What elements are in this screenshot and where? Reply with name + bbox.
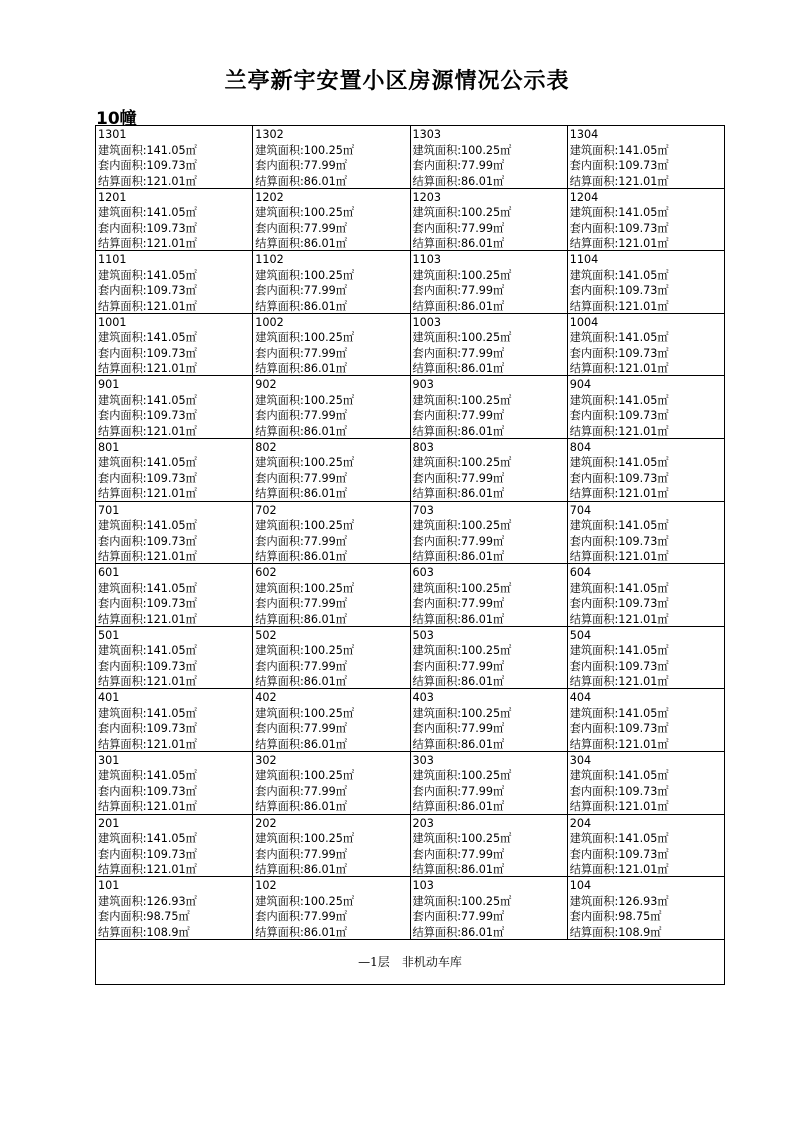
unit-number: 1203 bbox=[412, 190, 441, 204]
inner-area: 套内面积:77.99㎡ bbox=[412, 597, 505, 611]
building-area: 建筑面积:141.05㎡ bbox=[98, 143, 197, 157]
building-area: 建筑面积:100.25㎡ bbox=[255, 644, 355, 658]
inner-area: 套内面积:109.73㎡ bbox=[98, 284, 197, 298]
building-area: 建筑面积:100.25㎡ bbox=[255, 331, 355, 345]
unit-table bbox=[95, 125, 725, 985]
inner-area: 套内面积:77.99㎡ bbox=[412, 471, 505, 485]
inner-area: 套内面积:109.73㎡ bbox=[98, 346, 197, 360]
floor-row bbox=[96, 627, 724, 690]
unit-number: 1301 bbox=[98, 128, 127, 141]
unit-number: 802 bbox=[255, 440, 277, 454]
settlement-area: 结算面积:86.01㎡ bbox=[412, 612, 505, 626]
settlement-area: 结算面积:121.01㎡ bbox=[569, 174, 669, 188]
unit-cell bbox=[96, 502, 253, 564]
building-area: 建筑面积:126.93㎡ bbox=[98, 894, 197, 908]
unit-number: 1204 bbox=[569, 190, 599, 204]
settlement-area: 结算面积:108.9㎡ bbox=[98, 925, 190, 939]
building-area: 建筑面积:100.25㎡ bbox=[255, 769, 355, 783]
settlement-area: 结算面积:121.01㎡ bbox=[98, 612, 197, 626]
settlement-area: 结算面积:121.01㎡ bbox=[569, 424, 669, 438]
basement-row bbox=[96, 940, 724, 984]
unit-cell bbox=[253, 502, 410, 564]
inner-area: 套内面积:77.99㎡ bbox=[255, 346, 347, 360]
unit-cell bbox=[411, 627, 568, 689]
inner-area: 套内面积:109.73㎡ bbox=[569, 722, 669, 736]
inner-area: 套内面积:77.99㎡ bbox=[412, 722, 505, 736]
settlement-area: 结算面积:86.01㎡ bbox=[412, 737, 505, 751]
unit-number: 901 bbox=[98, 378, 120, 392]
building-area: 建筑面积:100.25㎡ bbox=[412, 644, 512, 658]
unit-number: 1303 bbox=[412, 128, 441, 141]
unit-cell bbox=[96, 439, 253, 501]
inner-area: 套内面积:77.99㎡ bbox=[255, 659, 347, 673]
unit-number: 302 bbox=[255, 753, 277, 767]
building-area: 建筑面积:141.05㎡ bbox=[98, 456, 197, 470]
unit-number: 603 bbox=[412, 566, 434, 580]
building-area: 建筑面积:100.25㎡ bbox=[255, 581, 355, 595]
inner-area: 套内面积:109.73㎡ bbox=[569, 784, 669, 798]
unit-cell bbox=[568, 189, 724, 251]
settlement-area: 结算面积:121.01㎡ bbox=[569, 487, 669, 501]
unit-number: 502 bbox=[255, 628, 277, 642]
unit-cell bbox=[96, 689, 253, 751]
settlement-area: 结算面积:121.01㎡ bbox=[569, 737, 669, 751]
unit-cell bbox=[96, 815, 253, 877]
unit-number: 1004 bbox=[569, 315, 599, 329]
settlement-area: 结算面积:86.01㎡ bbox=[255, 737, 347, 751]
unit-number: 301 bbox=[98, 753, 120, 767]
floor-row bbox=[96, 314, 724, 377]
inner-area: 套内面积:77.99㎡ bbox=[412, 346, 505, 360]
building-area: 建筑面积:100.25㎡ bbox=[412, 456, 512, 470]
settlement-area: 结算面积:86.01㎡ bbox=[255, 237, 347, 251]
inner-area: 套内面积:109.73㎡ bbox=[569, 597, 669, 611]
unit-cell bbox=[253, 251, 410, 313]
unit-cell bbox=[411, 251, 568, 313]
floor-row bbox=[96, 189, 724, 252]
inner-area: 套内面积:77.99㎡ bbox=[255, 847, 347, 861]
inner-area: 套内面积:77.99㎡ bbox=[412, 159, 505, 172]
unit-cell bbox=[411, 877, 568, 939]
unit-cell bbox=[568, 689, 724, 751]
inner-area: 套内面积:77.99㎡ bbox=[255, 597, 347, 611]
unit-number: 703 bbox=[412, 503, 434, 517]
unit-number: 904 bbox=[569, 378, 592, 392]
inner-area: 套内面积:109.73㎡ bbox=[98, 221, 197, 235]
unit-cell bbox=[568, 627, 724, 689]
unit-cell bbox=[411, 752, 568, 814]
settlement-area: 结算面积:86.01㎡ bbox=[412, 424, 505, 438]
unit-number: 403 bbox=[412, 691, 434, 705]
unit-cell bbox=[568, 251, 724, 313]
settlement-area: 结算面积:108.9㎡ bbox=[569, 925, 662, 939]
inner-area: 套内面积:109.73㎡ bbox=[569, 471, 669, 485]
inner-area: 套内面积:109.73㎡ bbox=[98, 597, 197, 611]
inner-area: 套内面积:109.73㎡ bbox=[569, 409, 669, 423]
settlement-area: 结算面积:86.01㎡ bbox=[255, 424, 347, 438]
unit-number: 504 bbox=[569, 628, 592, 642]
floor-row bbox=[96, 126, 724, 189]
inner-area: 套内面积:77.99㎡ bbox=[412, 910, 505, 924]
inner-area: 套内面积:109.73㎡ bbox=[98, 784, 197, 798]
building-area: 建筑面积:141.05㎡ bbox=[569, 331, 669, 345]
unit-number: 602 bbox=[255, 566, 277, 580]
unit-number: 701 bbox=[98, 503, 120, 517]
inner-area: 套内面积:77.99㎡ bbox=[412, 784, 505, 798]
building-area: 建筑面积:141.05㎡ bbox=[569, 143, 669, 157]
settlement-area: 结算面积:121.01㎡ bbox=[569, 612, 669, 626]
unit-number: 1103 bbox=[412, 253, 441, 267]
building-area: 建筑面积:100.25㎡ bbox=[412, 143, 512, 157]
unit-number: 203 bbox=[412, 816, 434, 830]
unit-cell bbox=[411, 189, 568, 251]
unit-cell bbox=[568, 502, 724, 564]
inner-area: 套内面积:109.73㎡ bbox=[98, 409, 197, 423]
building-area: 建筑面积:141.05㎡ bbox=[569, 206, 669, 220]
building-label: 10幢 bbox=[96, 109, 137, 129]
settlement-area: 结算面积:86.01㎡ bbox=[412, 925, 505, 939]
settlement-area: 结算面积:121.01㎡ bbox=[98, 424, 197, 438]
settlement-area: 结算面积:121.01㎡ bbox=[569, 550, 669, 564]
unit-cell bbox=[411, 815, 568, 877]
unit-number: 1304 bbox=[569, 128, 599, 141]
building-area: 建筑面积:141.05㎡ bbox=[98, 832, 197, 846]
unit-cell bbox=[253, 815, 410, 877]
building-area: 建筑面积:141.05㎡ bbox=[569, 456, 669, 470]
unit-cell bbox=[253, 439, 410, 501]
unit-cell bbox=[568, 752, 724, 814]
unit-number: 204 bbox=[569, 816, 592, 830]
floor-row bbox=[96, 502, 724, 565]
unit-number: 903 bbox=[412, 378, 434, 392]
settlement-area: 结算面积:86.01㎡ bbox=[255, 362, 347, 376]
unit-cell bbox=[568, 564, 724, 626]
page-title: 兰亭新宇安置小区房源情况公示表 bbox=[224, 68, 570, 94]
unit-number: 1201 bbox=[98, 190, 127, 204]
building-area: 建筑面积:141.05㎡ bbox=[98, 331, 197, 345]
floor-row bbox=[96, 689, 724, 752]
building-area: 建筑面积:141.05㎡ bbox=[98, 393, 197, 407]
building-area: 建筑面积:100.25㎡ bbox=[412, 393, 512, 407]
inner-area: 套内面积:109.73㎡ bbox=[569, 159, 669, 172]
settlement-area: 结算面积:121.01㎡ bbox=[569, 299, 669, 313]
unit-cell bbox=[568, 314, 724, 376]
unit-number: 1003 bbox=[412, 315, 441, 329]
unit-cell bbox=[411, 564, 568, 626]
floor-row bbox=[96, 439, 724, 502]
inner-area: 套内面积:77.99㎡ bbox=[255, 284, 347, 298]
settlement-area: 结算面积:121.01㎡ bbox=[98, 863, 197, 877]
unit-number: 1104 bbox=[569, 253, 599, 267]
inner-area: 套内面积:77.99㎡ bbox=[255, 159, 347, 172]
unit-number: 303 bbox=[412, 753, 434, 767]
settlement-area: 结算面积:86.01㎡ bbox=[255, 174, 347, 188]
inner-area: 套内面积:109.73㎡ bbox=[569, 346, 669, 360]
settlement-area: 结算面积:121.01㎡ bbox=[569, 362, 669, 376]
building-area: 建筑面积:141.05㎡ bbox=[98, 581, 197, 595]
building-area: 建筑面积:100.25㎡ bbox=[255, 206, 355, 220]
settlement-area: 结算面积:86.01㎡ bbox=[412, 863, 505, 877]
unit-cell bbox=[96, 627, 253, 689]
settlement-area: 结算面积:121.01㎡ bbox=[98, 362, 197, 376]
building-area: 建筑面积:100.25㎡ bbox=[412, 331, 512, 345]
unit-cell bbox=[253, 752, 410, 814]
unit-number: 404 bbox=[569, 691, 592, 705]
floor-row bbox=[96, 752, 724, 815]
unit-number: 401 bbox=[98, 691, 120, 705]
unit-number: 1001 bbox=[98, 315, 127, 329]
building-area: 建筑面积:100.25㎡ bbox=[412, 206, 512, 220]
building-area: 建筑面积:141.05㎡ bbox=[569, 393, 669, 407]
unit-cell bbox=[253, 126, 410, 188]
inner-area: 套内面积:77.99㎡ bbox=[412, 409, 505, 423]
unit-number: 102 bbox=[255, 879, 277, 893]
building-area: 建筑面积:141.05㎡ bbox=[569, 769, 669, 783]
building-area: 建筑面积:141.05㎡ bbox=[98, 706, 197, 720]
inner-area: 套内面积:77.99㎡ bbox=[255, 534, 347, 548]
settlement-area: 结算面积:86.01㎡ bbox=[412, 675, 505, 689]
unit-number: 902 bbox=[255, 378, 277, 392]
inner-area: 套内面积:77.99㎡ bbox=[255, 784, 347, 798]
floor-row bbox=[96, 564, 724, 627]
unit-number: 803 bbox=[412, 440, 434, 454]
unit-cell bbox=[568, 439, 724, 501]
unit-number: 501 bbox=[98, 628, 120, 642]
inner-area: 套内面积:109.73㎡ bbox=[569, 847, 669, 861]
unit-cell bbox=[96, 564, 253, 626]
unit-cell bbox=[96, 126, 253, 188]
unit-cell bbox=[96, 376, 253, 438]
unit-number: 1101 bbox=[98, 253, 127, 267]
unit-number: 402 bbox=[255, 691, 277, 705]
unit-cell bbox=[253, 877, 410, 939]
unit-cell bbox=[568, 877, 724, 939]
inner-area: 套内面积:77.99㎡ bbox=[255, 221, 347, 235]
unit-cell bbox=[253, 689, 410, 751]
inner-area: 套内面积:77.99㎡ bbox=[255, 471, 347, 485]
settlement-area: 结算面积:86.01㎡ bbox=[255, 299, 347, 313]
inner-area: 套内面积:109.73㎡ bbox=[569, 534, 669, 548]
inner-area: 套内面积:109.73㎡ bbox=[569, 659, 669, 673]
unit-number: 801 bbox=[98, 440, 120, 454]
unit-cell bbox=[253, 189, 410, 251]
unit-cell bbox=[253, 564, 410, 626]
inner-area: 套内面积:109.73㎡ bbox=[98, 722, 197, 736]
building-area: 建筑面积:141.05㎡ bbox=[569, 519, 669, 533]
building-area: 建筑面积:141.05㎡ bbox=[569, 706, 669, 720]
settlement-area: 结算面积:86.01㎡ bbox=[255, 487, 347, 501]
building-area: 建筑面积:141.05㎡ bbox=[98, 644, 197, 658]
settlement-area: 结算面积:121.01㎡ bbox=[569, 863, 669, 877]
unit-number: 1202 bbox=[255, 190, 284, 204]
unit-cell bbox=[411, 689, 568, 751]
settlement-area: 结算面积:121.01㎡ bbox=[98, 237, 197, 251]
building-area: 建筑面积:100.25㎡ bbox=[255, 393, 355, 407]
basement-floor: —1层 bbox=[358, 955, 390, 970]
unit-cell bbox=[568, 376, 724, 438]
unit-number: 304 bbox=[569, 753, 592, 767]
inner-area: 套内面积:109.73㎡ bbox=[98, 534, 197, 548]
inner-area: 套内面积:98.75㎡ bbox=[569, 910, 662, 924]
settlement-area: 结算面积:121.01㎡ bbox=[98, 800, 197, 814]
unit-number: 704 bbox=[569, 503, 592, 517]
settlement-area: 结算面积:86.01㎡ bbox=[412, 800, 505, 814]
unit-cell bbox=[96, 314, 253, 376]
building-area: 建筑面积:141.05㎡ bbox=[98, 206, 197, 220]
inner-area: 套内面积:109.73㎡ bbox=[569, 284, 669, 298]
settlement-area: 结算面积:121.01㎡ bbox=[98, 737, 197, 751]
building-area: 建筑面积:100.25㎡ bbox=[255, 832, 355, 846]
unit-cell bbox=[96, 251, 253, 313]
settlement-area: 结算面积:86.01㎡ bbox=[412, 237, 505, 251]
settlement-area: 结算面积:86.01㎡ bbox=[412, 299, 505, 313]
unit-number: 702 bbox=[255, 503, 277, 517]
building-area: 建筑面积:100.25㎡ bbox=[412, 268, 512, 282]
building-area: 建筑面积:141.05㎡ bbox=[569, 268, 669, 282]
inner-area: 套内面积:77.99㎡ bbox=[255, 910, 347, 924]
building-area: 建筑面积:141.05㎡ bbox=[98, 769, 197, 783]
unit-number: 804 bbox=[569, 440, 592, 454]
unit-number: 601 bbox=[98, 566, 120, 580]
building-area: 建筑面积:100.25㎡ bbox=[255, 456, 355, 470]
unit-number: 202 bbox=[255, 816, 277, 830]
building-area: 建筑面积:141.05㎡ bbox=[569, 581, 669, 595]
settlement-area: 结算面积:86.01㎡ bbox=[255, 675, 347, 689]
unit-cell bbox=[253, 627, 410, 689]
building-area: 建筑面积:100.25㎡ bbox=[412, 769, 512, 783]
unit-number: 104 bbox=[569, 879, 592, 893]
inner-area: 套内面积:77.99㎡ bbox=[412, 659, 505, 673]
settlement-area: 结算面积:121.01㎡ bbox=[569, 800, 669, 814]
unit-number: 503 bbox=[412, 628, 434, 642]
unit-cell bbox=[568, 815, 724, 877]
unit-cell bbox=[411, 439, 568, 501]
unit-number: 103 bbox=[412, 879, 434, 893]
building-area: 建筑面积:100.25㎡ bbox=[255, 268, 355, 282]
floor-row bbox=[96, 815, 724, 878]
unit-cell bbox=[411, 376, 568, 438]
inner-area: 套内面积:77.99㎡ bbox=[412, 847, 505, 861]
settlement-area: 结算面积:86.01㎡ bbox=[255, 550, 347, 564]
settlement-area: 结算面积:121.01㎡ bbox=[98, 550, 197, 564]
building-area: 建筑面积:100.25㎡ bbox=[412, 706, 512, 720]
settlement-area: 结算面积:86.01㎡ bbox=[255, 863, 347, 877]
settlement-area: 结算面积:121.01㎡ bbox=[569, 237, 669, 251]
building-area: 建筑面积:141.05㎡ bbox=[569, 644, 669, 658]
floor-row bbox=[96, 877, 724, 940]
inner-area: 套内面积:77.99㎡ bbox=[412, 534, 505, 548]
settlement-area: 结算面积:86.01㎡ bbox=[255, 925, 347, 939]
settlement-area: 结算面积:86.01㎡ bbox=[255, 612, 347, 626]
unit-cell bbox=[411, 314, 568, 376]
inner-area: 套内面积:109.73㎡ bbox=[569, 221, 669, 235]
unit-cell bbox=[411, 502, 568, 564]
building-area: 建筑面积:141.05㎡ bbox=[98, 268, 197, 282]
inner-area: 套内面积:109.73㎡ bbox=[98, 847, 197, 861]
unit-cell bbox=[253, 376, 410, 438]
building-area: 建筑面积:126.93㎡ bbox=[569, 894, 669, 908]
building-area: 建筑面积:100.25㎡ bbox=[412, 519, 512, 533]
inner-area: 套内面积:77.99㎡ bbox=[255, 409, 347, 423]
building-area: 建筑面积:100.25㎡ bbox=[255, 894, 355, 908]
unit-number: 1102 bbox=[255, 253, 284, 267]
building-area: 建筑面积:100.25㎡ bbox=[412, 832, 512, 846]
floor-row bbox=[96, 376, 724, 439]
unit-number: 101 bbox=[98, 879, 120, 893]
settlement-area: 结算面积:121.01㎡ bbox=[98, 299, 197, 313]
building-area: 建筑面积:141.05㎡ bbox=[98, 519, 197, 533]
building-area: 建筑面积:100.25㎡ bbox=[255, 706, 355, 720]
unit-cell bbox=[96, 189, 253, 251]
unit-cell bbox=[96, 752, 253, 814]
building-area: 建筑面积:100.25㎡ bbox=[255, 519, 355, 533]
unit-cell bbox=[568, 126, 724, 188]
unit-number: 201 bbox=[98, 816, 120, 830]
unit-cell bbox=[411, 126, 568, 188]
unit-number: 604 bbox=[569, 566, 592, 580]
inner-area: 套内面积:109.73㎡ bbox=[98, 471, 197, 485]
settlement-area: 结算面积:86.01㎡ bbox=[412, 550, 505, 564]
inner-area: 套内面积:109.73㎡ bbox=[98, 659, 197, 673]
settlement-area: 结算面积:121.01㎡ bbox=[569, 675, 669, 689]
settlement-area: 结算面积:86.01㎡ bbox=[412, 174, 505, 188]
unit-number: 1302 bbox=[255, 128, 284, 141]
settlement-area: 结算面积:86.01㎡ bbox=[255, 800, 347, 814]
inner-area: 套内面积:109.73㎡ bbox=[98, 159, 197, 172]
building-area: 建筑面积:100.25㎡ bbox=[412, 581, 512, 595]
settlement-area: 结算面积:86.01㎡ bbox=[412, 362, 505, 376]
settlement-area: 结算面积:86.01㎡ bbox=[412, 487, 505, 501]
unit-cell bbox=[96, 877, 253, 939]
inner-area: 套内面积:77.99㎡ bbox=[412, 221, 505, 235]
building-area: 建筑面积:100.25㎡ bbox=[255, 143, 355, 157]
building-area: 建筑面积:100.25㎡ bbox=[412, 894, 512, 908]
building-area: 建筑面积:141.05㎡ bbox=[569, 832, 669, 846]
settlement-area: 结算面积:121.01㎡ bbox=[98, 487, 197, 501]
inner-area: 套内面积:98.75㎡ bbox=[98, 910, 190, 924]
unit-number: 1002 bbox=[255, 315, 284, 329]
floor-row bbox=[96, 251, 724, 314]
inner-area: 套内面积:77.99㎡ bbox=[255, 722, 347, 736]
settlement-area: 结算面积:121.01㎡ bbox=[98, 675, 197, 689]
unit-cell bbox=[253, 314, 410, 376]
settlement-area: 结算面积:121.01㎡ bbox=[98, 174, 197, 188]
inner-area: 套内面积:77.99㎡ bbox=[412, 284, 505, 298]
basement-label: 非机动车库 bbox=[401, 955, 462, 970]
